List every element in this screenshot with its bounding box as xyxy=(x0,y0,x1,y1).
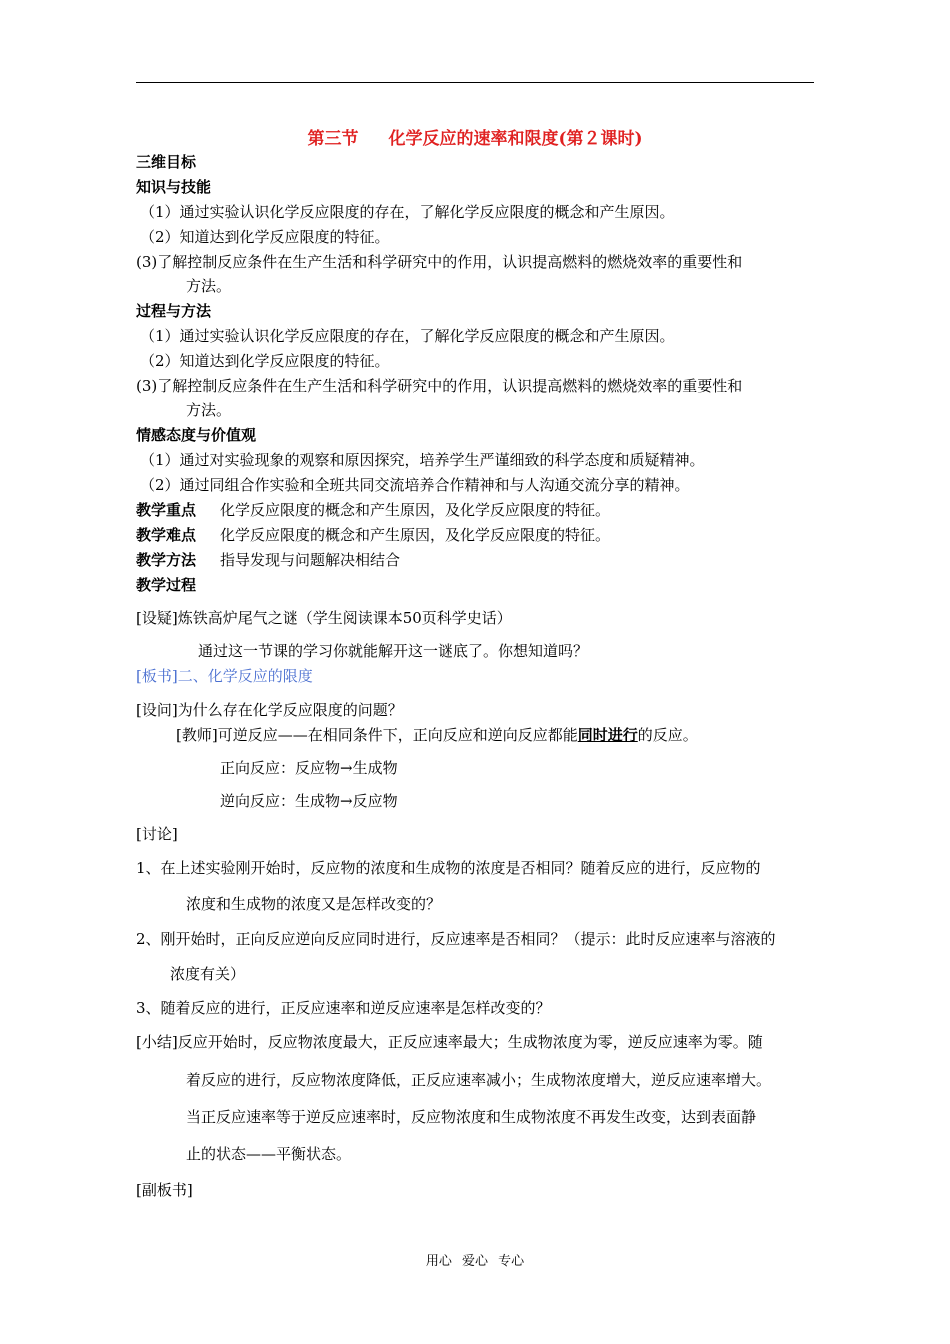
attitude-heading: 情感态度与价值观 xyxy=(136,426,257,444)
teaching-method-label: 教学方法 xyxy=(136,551,197,569)
teaching-method xyxy=(136,550,400,570)
knowledge-item-3: (3)了解控制反应条件在生产生活和科学研究中的作用，认识提高燃料的燃烧效率的重要性和 xyxy=(136,253,743,271)
teacher-definition-a: [教师]可逆反应——在相同条件下，正向反应和逆向反应都能 xyxy=(176,726,578,744)
summary-2: 着反应的进行，反应物浓度降低，正反应速率减小；生成物浓度增大，逆反应速率增大。 xyxy=(186,1071,772,1089)
page-footer: 用心 爱心 专心 xyxy=(425,1254,525,1269)
discussion-3: 3、随着反应的进行，正反应速率和逆反应速率是怎样改变的？ xyxy=(136,999,551,1017)
teacher-definition-c: 的反应。 xyxy=(637,726,698,744)
discussion-1-cont: 浓度和生成物的浓度又是怎样改变的？ xyxy=(186,895,442,913)
knowledge-item-3-cont: 方法。 xyxy=(186,277,232,295)
summary-4: 止的状态——平衡状态。 xyxy=(186,1145,352,1163)
reverse-reaction: 逆向反应：生成物→反应物 xyxy=(220,792,398,810)
teaching-focus xyxy=(136,500,610,520)
process-item-1: （1）通过实验认识化学反应限度的存在，了解化学反应限度的概念和产生原因。 xyxy=(140,327,675,345)
teaching-difficulty xyxy=(136,525,610,545)
knowledge-heading: 知识与技能 xyxy=(136,178,212,196)
teaching-difficulty-label: 教学难点 xyxy=(136,526,197,544)
process-method-heading: 过程与方法 xyxy=(136,302,212,320)
teaching-process-heading: 教学过程 xyxy=(136,576,197,594)
section-title: 化学反应的速率和限度(第２课时) xyxy=(388,129,643,149)
teaching-focus-label: 教学重点 xyxy=(136,501,197,519)
question-1-cont: 通过这一节课的学习你就能解开这一谜底了。你想知道吗？ xyxy=(198,642,589,660)
page-title xyxy=(0,128,950,150)
summary-3: 当正反应速率等于逆反应速率时，反应物浓度和生成物浓度不再发生改变，达到表面静 xyxy=(186,1108,757,1126)
process-item-3-cont: 方法。 xyxy=(186,401,232,419)
attitude-item-2: （2）通过同组合作实验和全班共同交流培养合作精神和与人沟通交流分享的精神。 xyxy=(140,476,690,494)
goals-heading: 三维目标 xyxy=(136,153,197,171)
discussion-label: [讨论] xyxy=(136,825,178,843)
knowledge-item-2: （2）知道达到化学反应限度的特征。 xyxy=(140,228,390,246)
discussion-2-cont: 浓度有关） xyxy=(170,965,246,983)
teacher-definition-emphasis: 同时进行 xyxy=(577,726,638,744)
teaching-focus-text: 化学反应限度的概念和产生原因，及化学反应限度的特征。 xyxy=(220,501,611,519)
discussion-1: 1、在上述实验刚开始时，反应物的浓度和生成物的浓度是否相同？随着反应的进行，反应物的 xyxy=(136,859,761,877)
board-note: [板书]二、化学反应的限度 xyxy=(136,667,313,685)
header-rule xyxy=(136,82,814,83)
teaching-difficulty-text: 化学反应限度的概念和产生原因，及化学反应限度的特征。 xyxy=(220,526,611,544)
sub-board-label: [副板书] xyxy=(136,1181,193,1199)
question-2: [设问]为什么存在化学反应限度的问题？ xyxy=(136,701,403,719)
section-number: 第三节 xyxy=(307,129,359,149)
process-item-3: (3)了解控制反应条件在生产生活和科学研究中的作用，认识提高燃料的燃烧效率的重要性和 xyxy=(136,377,743,395)
teacher-definition xyxy=(176,725,698,745)
attitude-item-1: （1）通过对实验现象的观察和原因探究，培养学生严谨细致的科学态度和质疑精神。 xyxy=(140,451,705,469)
question-1: [设疑]炼铁高炉尾气之谜（学生阅读课本50页科学史话） xyxy=(136,609,512,627)
discussion-2: 2、刚开始时，正向反应逆向反应同时进行，反应速率是否相同？（提示：此时反应速率与溶液的 xyxy=(136,930,776,948)
knowledge-item-1: （1）通过实验认识化学反应限度的存在，了解化学反应限度的概念和产生原因。 xyxy=(140,203,675,221)
forward-reaction: 正向反应：反应物→生成物 xyxy=(220,759,398,777)
teaching-method-text: 指导发现与问题解决相结合 xyxy=(220,551,401,569)
summary-1: [小结]反应开始时，反应物浓度最大，正反应速率最大；生成物浓度为零，逆反应速率为零。随 xyxy=(136,1033,763,1051)
process-item-2: （2）知道达到化学反应限度的特征。 xyxy=(140,352,390,370)
